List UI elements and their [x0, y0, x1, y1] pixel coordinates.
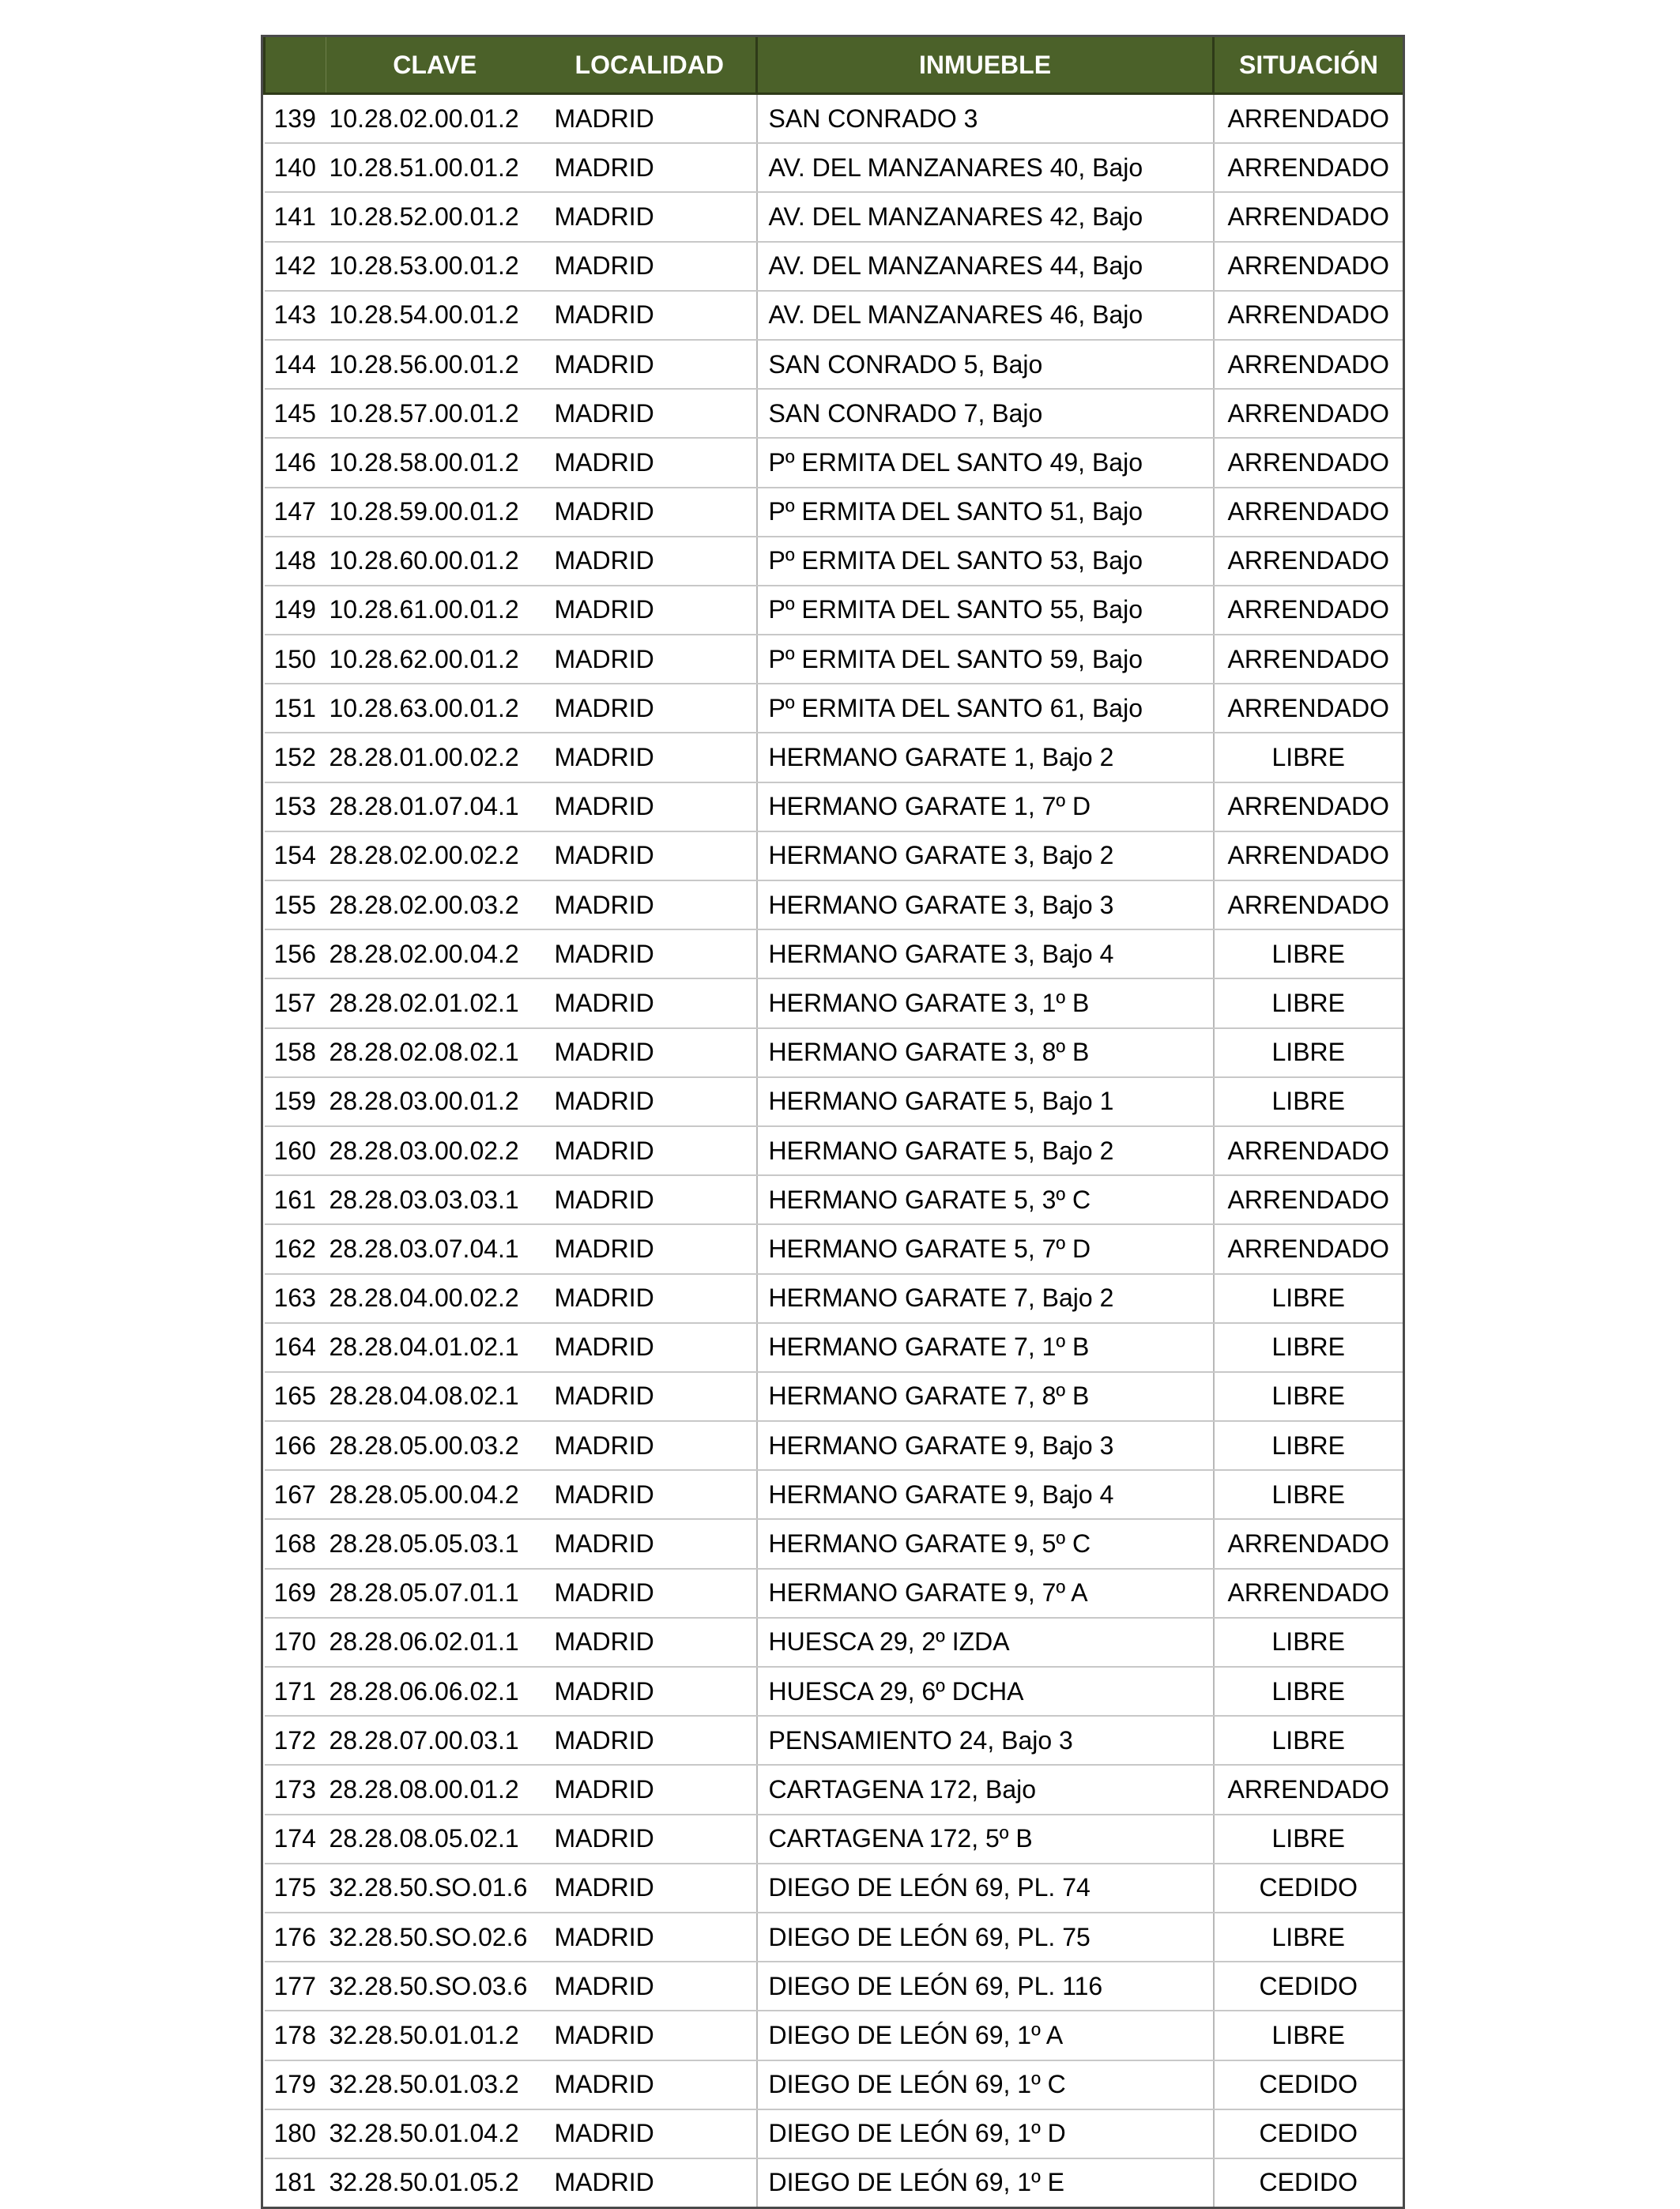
clave-cell: 10.28.63.00.01.2: [326, 684, 544, 733]
row-number: 155: [265, 880, 326, 929]
clave-cell: 28.28.04.01.02.1: [326, 1323, 544, 1372]
row-number: 150: [265, 635, 326, 684]
property-table: [263, 37, 1403, 2207]
situacion-cell: ARRENDADO: [1214, 94, 1403, 144]
clave-cell: 28.28.05.07.01.1: [326, 1569, 544, 1618]
row-number: 162: [265, 1224, 326, 1273]
localidad-cell: MADRID: [544, 1470, 757, 1519]
situacion-cell: CEDIDO: [1214, 2109, 1403, 2158]
row-number: 158: [265, 1028, 326, 1077]
clave-cell: 32.28.50.01.01.2: [326, 2011, 544, 2060]
inmueble-cell: PENSAMIENTO 24, Bajo 3: [757, 1716, 1214, 1765]
inmueble-cell: HERMANO GARATE 3, 8º B: [757, 1028, 1214, 1077]
row-number: 174: [265, 1815, 326, 1864]
situacion-cell: ARRENDADO: [1214, 831, 1403, 880]
table-row: [265, 1028, 1403, 1077]
inmueble-cell: DIEGO DE LEÓN 69, 1º E: [757, 2158, 1214, 2207]
table-row: [265, 635, 1403, 684]
row-number: 151: [265, 684, 326, 733]
table-row: [265, 2109, 1403, 2158]
situacion-cell: LIBRE: [1214, 1421, 1403, 1470]
clave-cell: 10.28.52.00.01.2: [326, 192, 544, 241]
localidad-cell: MADRID: [544, 94, 757, 144]
clave-cell: 28.28.08.00.01.2: [326, 1765, 544, 1814]
inmueble-cell: DIEGO DE LEÓN 69, PL. 75: [757, 1913, 1214, 1962]
table-row: [265, 929, 1403, 978]
row-number: 139: [265, 94, 326, 144]
table-row: [265, 291, 1403, 340]
situacion-cell: ARRENDADO: [1214, 1765, 1403, 1814]
localidad-cell: MADRID: [544, 537, 757, 586]
localidad-cell: MADRID: [544, 1323, 757, 1372]
localidad-cell: MADRID: [544, 684, 757, 733]
table-row: [265, 340, 1403, 389]
inmueble-cell: Pº ERMITA DEL SANTO 59, Bajo: [757, 635, 1214, 684]
row-number: 146: [265, 438, 326, 487]
localidad-cell: MADRID: [544, 143, 757, 192]
situacion-cell: LIBRE: [1214, 1372, 1403, 1421]
table-row: [265, 1913, 1403, 1962]
row-number: 165: [265, 1372, 326, 1421]
table-row: [265, 192, 1403, 241]
row-number: 170: [265, 1618, 326, 1667]
inmueble-cell: CARTAGENA 172, 5º B: [757, 1815, 1214, 1864]
situacion-cell: LIBRE: [1214, 1028, 1403, 1077]
clave-cell: 28.28.08.05.02.1: [326, 1815, 544, 1864]
table-body: [265, 94, 1403, 2207]
clave-cell: 28.28.02.00.03.2: [326, 880, 544, 929]
situacion-cell: ARRENDADO: [1214, 488, 1403, 537]
localidad-cell: MADRID: [544, 1667, 757, 1716]
row-number: 141: [265, 192, 326, 241]
situacion-cell: LIBRE: [1214, 1618, 1403, 1667]
situacion-cell: ARRENDADO: [1214, 1175, 1403, 1224]
table-row: [265, 1421, 1403, 1470]
inmueble-cell: Pº ERMITA DEL SANTO 53, Bajo: [757, 537, 1214, 586]
table-row: [265, 1323, 1403, 1372]
row-number: 171: [265, 1667, 326, 1716]
inmueble-cell: HERMANO GARATE 1, Bajo 2: [757, 733, 1214, 782]
table-row: [265, 586, 1403, 635]
header-num: [265, 37, 326, 94]
inmueble-cell: SAN CONRADO 3: [757, 94, 1214, 144]
table-row: [265, 438, 1403, 487]
situacion-cell: ARRENDADO: [1214, 1126, 1403, 1175]
inmueble-cell: HUESCA 29, 6º DCHA: [757, 1667, 1214, 1716]
localidad-cell: MADRID: [544, 1126, 757, 1175]
localidad-cell: MADRID: [544, 782, 757, 831]
header-situacion: SITUACIÓN: [1214, 37, 1403, 94]
row-number: 149: [265, 586, 326, 635]
row-number: 152: [265, 733, 326, 782]
table-row: [265, 1126, 1403, 1175]
table-row: [265, 1765, 1403, 1814]
localidad-cell: MADRID: [544, 488, 757, 537]
table-row: [265, 1372, 1403, 1421]
localidad-cell: MADRID: [544, 1864, 757, 1913]
localidad-cell: MADRID: [544, 2109, 757, 2158]
table-header: [265, 37, 1403, 94]
inmueble-cell: HERMANO GARATE 5, 7º D: [757, 1224, 1214, 1273]
row-number: 173: [265, 1765, 326, 1814]
row-number: 178: [265, 2011, 326, 2060]
localidad-cell: MADRID: [544, 1716, 757, 1765]
clave-cell: 10.28.59.00.01.2: [326, 488, 544, 537]
row-number: 147: [265, 488, 326, 537]
clave-cell: 10.28.56.00.01.2: [326, 340, 544, 389]
clave-cell: 28.28.05.05.03.1: [326, 1519, 544, 1568]
localidad-cell: MADRID: [544, 1028, 757, 1077]
localidad-cell: MADRID: [544, 1765, 757, 1814]
table-row: [265, 1569, 1403, 1618]
row-number: 167: [265, 1470, 326, 1519]
inmueble-cell: HERMANO GARATE 9, 5º C: [757, 1519, 1214, 1568]
clave-cell: 28.28.03.07.04.1: [326, 1224, 544, 1273]
localidad-cell: MADRID: [544, 1569, 757, 1618]
localidad-cell: MADRID: [544, 389, 757, 438]
row-number: 144: [265, 340, 326, 389]
inmueble-cell: HERMANO GARATE 9, Bajo 3: [757, 1421, 1214, 1470]
table-row: [265, 1077, 1403, 1126]
inmueble-cell: HERMANO GARATE 5, 3º C: [757, 1175, 1214, 1224]
table-row: [265, 1519, 1403, 1568]
inmueble-cell: HERMANO GARATE 3, Bajo 4: [757, 929, 1214, 978]
localidad-cell: MADRID: [544, 1913, 757, 1962]
localidad-cell: MADRID: [544, 733, 757, 782]
situacion-cell: ARRENDADO: [1214, 291, 1403, 340]
row-number: 179: [265, 2060, 326, 2109]
clave-cell: 28.28.05.00.03.2: [326, 1421, 544, 1470]
table-row: [265, 1175, 1403, 1224]
localidad-cell: MADRID: [544, 2011, 757, 2060]
situacion-cell: ARRENDADO: [1214, 438, 1403, 487]
situacion-cell: ARRENDADO: [1214, 880, 1403, 929]
row-number: 181: [273, 2168, 316, 2197]
situacion-cell: CEDIDO: [1214, 1962, 1403, 2011]
situacion-cell: CEDIDO: [1259, 2168, 1358, 2197]
header-clave: CLAVE: [326, 37, 544, 94]
table-row: [265, 733, 1403, 782]
table-row: [265, 1716, 1403, 1765]
table-row: [265, 880, 1403, 929]
localidad-cell: MADRID: [554, 2168, 654, 2197]
localidad-cell: MADRID: [544, 1372, 757, 1421]
table-row: [265, 488, 1403, 537]
clave-cell: 32.28.50.01.03.2: [326, 2060, 544, 2109]
row-number: 153: [265, 782, 326, 831]
situacion-cell: ARRENDADO: [1214, 635, 1403, 684]
situacion-cell: ARRENDADO: [1214, 684, 1403, 733]
localidad-cell: MADRID: [544, 929, 757, 978]
table-row: [265, 2060, 1403, 2109]
clave-cell: 28.28.03.00.02.2: [326, 1126, 544, 1175]
inmueble-cell: DIEGO DE LEÓN 69, 1º C: [757, 2060, 1214, 2109]
clave-cell: 32.28.50.01.04.2: [326, 2109, 544, 2158]
localidad-cell: MADRID: [544, 586, 757, 635]
inmueble-cell: HERMANO GARATE 3, Bajo 2: [757, 831, 1214, 880]
table-row: [265, 1274, 1403, 1323]
row-number: 177: [265, 1962, 326, 2011]
inmueble-cell: DIEGO DE LEÓN 69, 1º D: [757, 2109, 1214, 2158]
clave-cell: 28.28.02.08.02.1: [326, 1028, 544, 1077]
table-row: [265, 537, 1403, 586]
clave-cell: 10.28.51.00.01.2: [326, 143, 544, 192]
inmueble-cell: Pº ERMITA DEL SANTO 51, Bajo: [757, 488, 1214, 537]
clave-cell: 10.28.62.00.01.2: [326, 635, 544, 684]
table-row: [265, 143, 1403, 192]
clave-cell: 28.28.03.00.01.2: [326, 1077, 544, 1126]
inmueble-cell: HERMANO GARATE 7, 1º B: [757, 1323, 1214, 1372]
clave-cell: 28.28.05.00.04.2: [326, 1470, 544, 1519]
row-number: 168: [265, 1519, 326, 1568]
situacion-cell: ARRENDADO: [1214, 143, 1403, 192]
row-number: 157: [265, 978, 326, 1027]
clave-cell: 10.28.57.00.01.2: [326, 389, 544, 438]
row-number: 143: [265, 291, 326, 340]
situacion-cell: LIBRE: [1214, 1667, 1403, 1716]
situacion-cell: LIBRE: [1214, 2011, 1403, 2060]
localidad-cell: MADRID: [544, 1175, 757, 1224]
inmueble-cell: AV. DEL MANZANARES 40, Bajo: [757, 143, 1214, 192]
table-row: [265, 389, 1403, 438]
inmueble-cell: Pº ERMITA DEL SANTO 49, Bajo: [757, 438, 1214, 487]
table-row: [265, 1864, 1403, 1913]
localidad-cell: MADRID: [544, 340, 757, 389]
clave-cell: 28.28.02.01.02.1: [326, 978, 544, 1027]
inmueble-cell: HERMANO GARATE 9, Bajo 4: [757, 1470, 1214, 1519]
clave-cell: 28.28.03.03.03.1: [326, 1175, 544, 1224]
situacion-cell: ARRENDADO: [1214, 537, 1403, 586]
inmueble-cell: AV. DEL MANZANARES 46, Bajo: [757, 291, 1214, 340]
inmueble-cell: CARTAGENA 172, Bajo: [757, 1765, 1214, 1814]
row-number: 164: [265, 1323, 326, 1372]
inmueble-cell: HERMANO GARATE 1, 7º D: [757, 782, 1214, 831]
inmueble-cell: DIEGO DE LEÓN 69, PL. 116: [757, 1962, 1214, 2011]
table-row: [265, 978, 1403, 1027]
localidad-cell: MADRID: [544, 635, 757, 684]
localidad-cell: MADRID: [544, 291, 757, 340]
header-localidad: LOCALIDAD: [544, 37, 757, 94]
localidad-cell: MADRID: [544, 1274, 757, 1323]
localidad-cell: MADRID: [544, 880, 757, 929]
table-row: [265, 1618, 1403, 1667]
situacion-cell: LIBRE: [1214, 1470, 1403, 1519]
inmueble-cell: AV. DEL MANZANARES 42, Bajo: [757, 192, 1214, 241]
localidad-cell: MADRID: [544, 1224, 757, 1273]
localidad-cell: MADRID: [544, 1421, 757, 1470]
localidad-cell: MADRID: [544, 2060, 757, 2109]
inmueble-cell: HERMANO GARATE 3, 1º B: [757, 978, 1214, 1027]
clave-cell: 10.28.60.00.01.2: [326, 537, 544, 586]
table-row: [265, 782, 1403, 831]
localidad-cell: MADRID: [544, 1962, 757, 2011]
clave-cell: 28.28.04.00.02.2: [326, 1274, 544, 1323]
row-number: 169: [265, 1569, 326, 1618]
clave-cell: 32.28.50.SO.01.6: [326, 1864, 544, 1913]
clave-cell: 28.28.02.00.04.2: [326, 929, 544, 978]
row-number: 145: [265, 389, 326, 438]
property-table-container: [261, 35, 1405, 2209]
situacion-cell: LIBRE: [1214, 978, 1403, 1027]
header-row: [265, 37, 1403, 94]
clave-cell: 10.28.02.00.01.2: [326, 94, 544, 144]
situacion-cell: ARRENDADO: [1214, 242, 1403, 291]
row-number: 156: [265, 929, 326, 978]
row-number: 142: [265, 242, 326, 291]
table-row: [265, 2011, 1403, 2060]
situacion-cell: LIBRE: [1214, 1323, 1403, 1372]
situacion-cell: ARRENDADO: [1214, 1569, 1403, 1618]
table-row: [265, 1667, 1403, 1716]
row-number: 159: [265, 1077, 326, 1126]
inmueble-cell: AV. DEL MANZANARES 44, Bajo: [757, 242, 1214, 291]
clave-cell: 28.28.06.02.01.1: [326, 1618, 544, 1667]
table-row: [265, 1470, 1403, 1519]
localidad-cell: MADRID: [544, 831, 757, 880]
row-number: 163: [265, 1274, 326, 1323]
inmueble-cell: HERMANO GARATE 5, Bajo 1: [757, 1077, 1214, 1126]
inmueble-cell: DIEGO DE LEÓN 69, 1º A: [757, 2011, 1214, 2060]
clave-cell: 28.28.02.00.02.2: [326, 831, 544, 880]
row-number: 172: [265, 1716, 326, 1765]
situacion-cell: LIBRE: [1214, 1716, 1403, 1765]
situacion-cell: ARRENDADO: [1214, 586, 1403, 635]
situacion-cell: LIBRE: [1214, 1077, 1403, 1126]
inmueble-cell: HERMANO GARATE 9, 7º A: [757, 1569, 1214, 1618]
localidad-cell: MADRID: [544, 242, 757, 291]
situacion-cell: LIBRE: [1214, 1274, 1403, 1323]
localidad-cell: MADRID: [544, 1618, 757, 1667]
inmueble-cell: DIEGO DE LEÓN 69, PL. 74: [757, 1864, 1214, 1913]
table-row: [265, 242, 1403, 291]
table-row: [265, 1962, 1403, 2011]
inmueble-cell: HERMANO GARATE 7, 8º B: [757, 1372, 1214, 1421]
localidad-cell: MADRID: [544, 1815, 757, 1864]
clave-cell: 32.28.50.01.05.2: [329, 2168, 519, 2197]
localidad-cell: MADRID: [544, 1519, 757, 1568]
row-number: 148: [265, 537, 326, 586]
localidad-cell: MADRID: [544, 438, 757, 487]
inmueble-cell: HERMANO GARATE 3, Bajo 3: [757, 880, 1214, 929]
row-number: 154: [265, 831, 326, 880]
row-number: 166: [265, 1421, 326, 1470]
situacion-cell: ARRENDADO: [1214, 1519, 1403, 1568]
row-number: 140: [265, 143, 326, 192]
situacion-cell: LIBRE: [1214, 733, 1403, 782]
situacion-cell: ARRENDADO: [1214, 1224, 1403, 1273]
table-row: [265, 684, 1403, 733]
row-number: 161: [265, 1175, 326, 1224]
clave-cell: 10.28.53.00.01.2: [326, 242, 544, 291]
clave-cell: 10.28.54.00.01.2: [326, 291, 544, 340]
row-number: 160: [265, 1126, 326, 1175]
table-row: [265, 94, 1403, 144]
situacion-cell: CEDIDO: [1214, 1864, 1403, 1913]
localidad-cell: MADRID: [544, 1077, 757, 1126]
clave-cell: 32.28.50.SO.03.6: [326, 1962, 544, 2011]
clave-cell: 28.28.07.00.03.1: [326, 1716, 544, 1765]
situacion-cell: ARRENDADO: [1214, 340, 1403, 389]
row-number: 176: [265, 1913, 326, 1962]
table-row: [265, 2158, 1403, 2207]
clave-cell: 28.28.01.00.02.2: [326, 733, 544, 782]
clave-cell: 28.28.06.06.02.1: [326, 1667, 544, 1716]
inmueble-cell: Pº ERMITA DEL SANTO 61, Bajo: [757, 684, 1214, 733]
clave-cell: 32.28.50.SO.02.6: [326, 1913, 544, 1962]
situacion-cell: LIBRE: [1214, 1815, 1403, 1864]
header-inmueble: INMUEBLE: [757, 37, 1214, 94]
inmueble-cell: HERMANO GARATE 5, Bajo 2: [757, 1126, 1214, 1175]
situacion-cell: LIBRE: [1214, 929, 1403, 978]
row-number: 180: [265, 2109, 326, 2158]
table-row: [265, 831, 1403, 880]
situacion-cell: ARRENDADO: [1214, 192, 1403, 241]
row-number: 175: [265, 1864, 326, 1913]
clave-cell: 10.28.58.00.01.2: [326, 438, 544, 487]
inmueble-cell: Pº ERMITA DEL SANTO 55, Bajo: [757, 586, 1214, 635]
inmueble-cell: SAN CONRADO 7, Bajo: [757, 389, 1214, 438]
localidad-cell: MADRID: [544, 978, 757, 1027]
situacion-cell: LIBRE: [1214, 1913, 1403, 1962]
table-row: [265, 1224, 1403, 1273]
situacion-cell: ARRENDADO: [1214, 782, 1403, 831]
clave-cell: 28.28.01.07.04.1: [326, 782, 544, 831]
inmueble-cell: SAN CONRADO 5, Bajo: [757, 340, 1214, 389]
table-row: [265, 1815, 1403, 1864]
situacion-cell: CEDIDO: [1214, 2060, 1403, 2109]
clave-cell: 28.28.04.08.02.1: [326, 1372, 544, 1421]
clave-cell: 10.28.61.00.01.2: [326, 586, 544, 635]
inmueble-cell: HUESCA 29, 2º IZDA: [757, 1618, 1214, 1667]
localidad-cell: MADRID: [544, 192, 757, 241]
inmueble-cell: HERMANO GARATE 7, Bajo 2: [757, 1274, 1214, 1323]
situacion-cell: ARRENDADO: [1214, 389, 1403, 438]
